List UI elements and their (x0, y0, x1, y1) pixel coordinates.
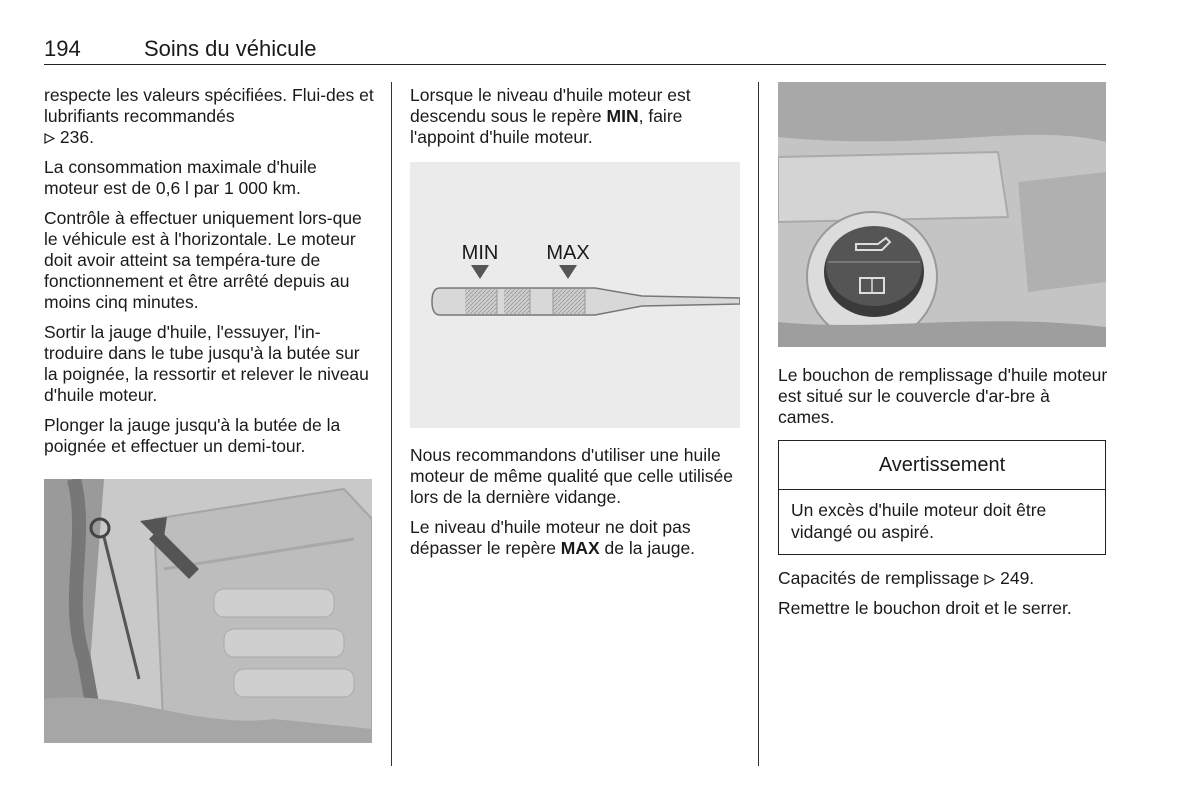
paragraph: Le niveau d'huile moteur ne doit pas dépasser le repère MAX de la jauge. (410, 517, 696, 558)
paragraph: Sortir la jauge d'huile, l'essuyer, l'in-troduire dans le tube jusqu'à la butée sur la poignée, la ressortir et relever le niveau d'huile moteur. (44, 322, 369, 405)
column-3-lower (778, 568, 1118, 628)
page-number: 194 (44, 36, 81, 61)
column-divider (391, 82, 392, 766)
paragraph: Nous recommandons d'utiliser une huile moteur de même qualité que celle utilisée lors de la dernière vidange. (410, 445, 733, 507)
paragraph: Contrôle à effectuer uniquement lors-que le véhicule est à l'horizontale. Le moteur doit avoir atteint sa tempéra-ture de fonctionnement et être arrêté depuis au moins cinq minutes. (44, 208, 362, 312)
column-divider (758, 82, 759, 766)
column-2 (410, 85, 740, 157)
page-reference-icon (984, 574, 995, 585)
oil-filler-cap-photo (778, 82, 1106, 347)
column-3 (778, 365, 1108, 437)
paragraph: Le bouchon de remplissage d'huile moteur est situé sur le couvercle d'ar-bre à cames. (778, 365, 1108, 427)
paragraph: Capacités de remplissage 249. (778, 568, 1035, 588)
min-label: MIN (461, 242, 499, 264)
warning-body: Un excès d'huile moteur doit être vidangé ou aspiré. (791, 500, 1047, 542)
dipstick-diagram (410, 162, 740, 428)
paragraph: Plonger la jauge jusqu'à la butée de la poignée et effectuer un demi-tour. (44, 415, 341, 456)
paragraph: La consommation maximale d'huile moteur est de 0,6 l par 1 000 km. (44, 157, 317, 198)
page-reference-icon (44, 133, 55, 144)
column-2-lower (410, 445, 740, 568)
paragraph: Remettre le bouchon droit et le serrer. (778, 598, 1072, 618)
paragraph: Lorsque le niveau d'huile moteur est descendu sous le repère MIN, faire l'appoint d'huile moteur. (410, 85, 691, 147)
page-reference[interactable]: 236. (59, 127, 94, 147)
page-title: Soins du véhicule (144, 36, 317, 61)
page-header (44, 34, 1106, 65)
page-reference[interactable]: 249. (1000, 568, 1035, 588)
warning-box (778, 440, 1106, 555)
max-label: MAX (546, 242, 590, 264)
paragraph: respecte les valeurs spécifiées. Flui-des et lubrifiants recommandés 236. (44, 85, 374, 147)
warning-title: Avertissement (779, 441, 1105, 490)
column-1 (44, 85, 374, 466)
engine-dipstick-photo (44, 479, 372, 743)
